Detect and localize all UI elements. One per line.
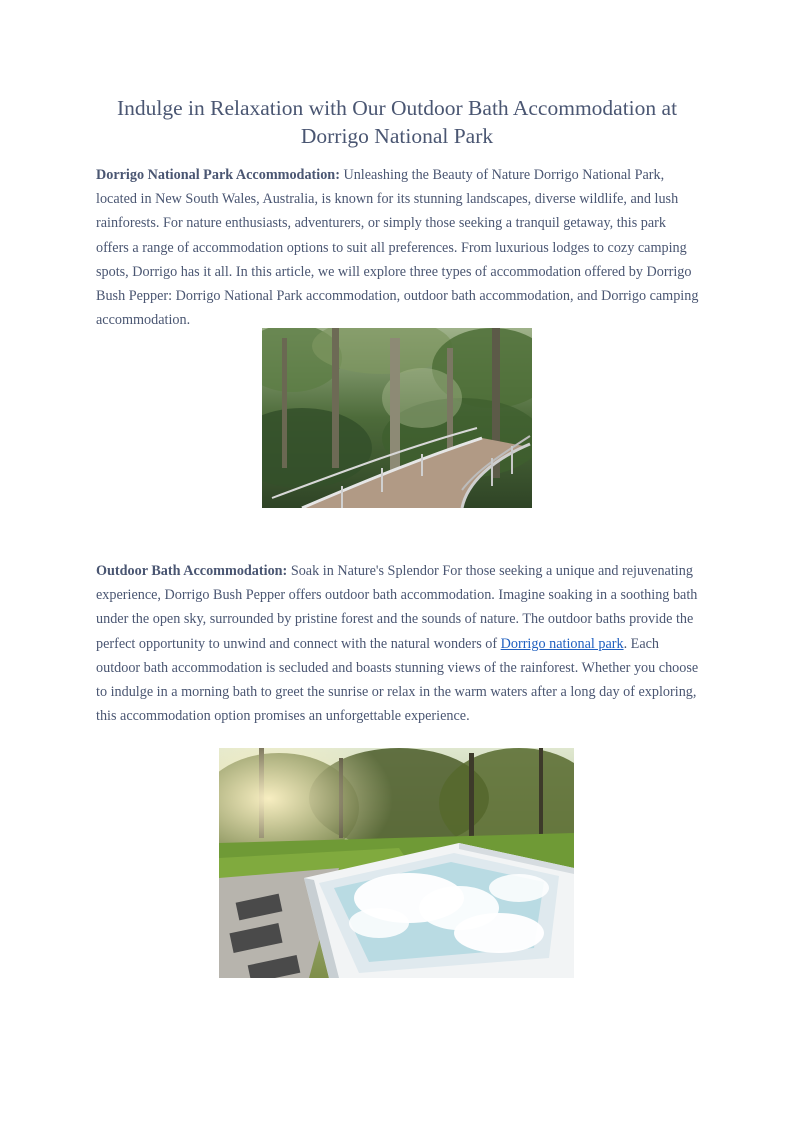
paragraph-heading: Dorrigo National Park Accommodation: xyxy=(96,167,340,183)
paragraph-national-park-accommodation xyxy=(96,163,702,332)
document-title: Indulge in Relaxation with Our Outdoor Bath Accommodation at Dorrigo National Park xyxy=(116,96,678,148)
paragraph-body: Unleashing the Beauty of Nature Dorrigo National Park, located in New South Wales, Australia, is known for its stunning landscapes, diverse wildlife, and lush rainforests. For nature enthusiasts, adventurers, or simply those seeking a tranquil getaway, this park offers a range of accommodation options to suit all preferences. From luxurious lodges to cozy camping spots, Dorrigo has it all. In this article, we will explore three types of accommodation offered by Dorrigo Bush Pepper: Dorrigo National Park accommodation, outdoor bath accommodation, and Dorrigo camping accommodation. xyxy=(96,167,699,329)
outdoor-bath-photo xyxy=(219,748,574,978)
paragraph-outdoor-bath-accommodation xyxy=(96,559,702,728)
paragraph-body-continued: . Each outdoor bath accommodation is secluded and boasts stunning views of the rainforest. Whether you choose to indulge in a morning bath to greet the sunrise or relax in the warm waters after a long day of exploring, this accommodation option promises an unforgettable experience. xyxy=(96,635,699,725)
paragraph-body: Soak in Nature's Splendor For those seeking a unique and rejuvenating experience, Dorrigo Bush Pepper offers outdoor bath accommodation. Imagine soaking in a soothing bath under the open sky, surrounded by pristine forest and the sounds of nature. The outdoor baths provide the perfect opportunity to unwind and connect with the natural wonders of xyxy=(96,563,698,652)
rainforest-boardwalk-photo xyxy=(262,328,532,508)
paragraph-heading: Outdoor Bath Accommodation: xyxy=(96,563,288,579)
dorrigo-national-park-link[interactable]: Dorrigo national park xyxy=(500,635,624,652)
